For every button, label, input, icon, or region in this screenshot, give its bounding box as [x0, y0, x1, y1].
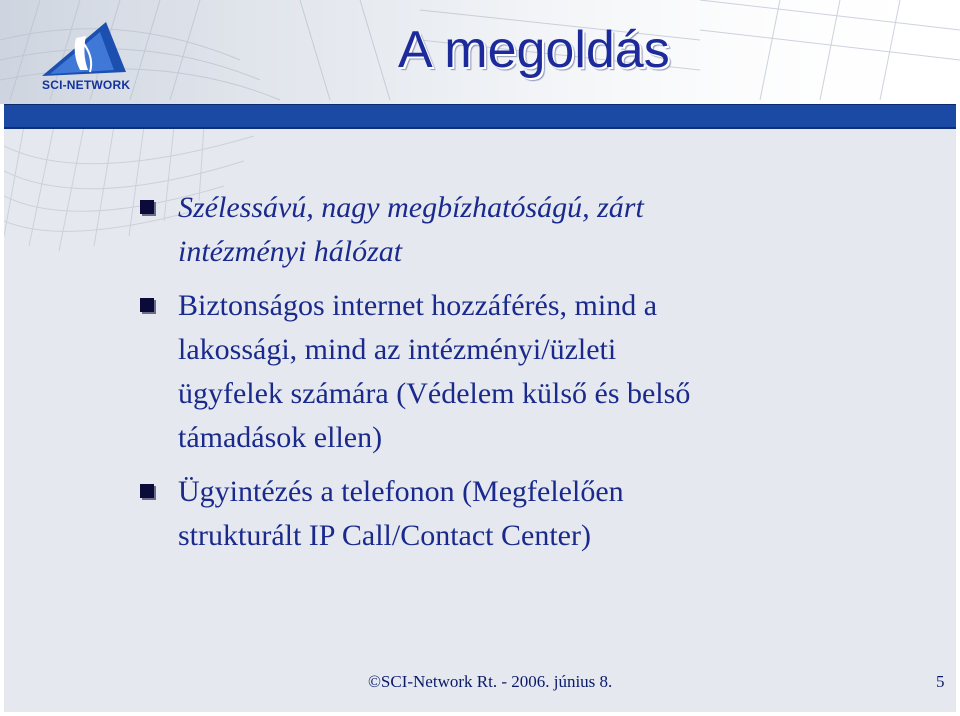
bullet-line: támadások ellen) [178, 421, 383, 454]
square-bullet-icon [140, 200, 154, 214]
title-bar [4, 104, 956, 129]
square-bullet-icon [140, 484, 154, 498]
square-bullet-icon [140, 298, 154, 312]
bullet-line: strukturált IP Call/Contact Center) [178, 519, 591, 552]
bullet-text [178, 470, 926, 558]
page-number: 5 [936, 672, 945, 691]
bullet-line: Ügyintézés a telefonon (Megfelelően [178, 475, 624, 508]
bullet-line: ügyfelek számára (Védelem külső és belső [178, 377, 691, 410]
bullet-line: Szélessávú, nagy megbízhatóságú, zárt [178, 191, 644, 224]
bullet-text [178, 186, 926, 274]
bullet-item [136, 284, 926, 460]
bullet-text [178, 284, 926, 460]
bullet-list [136, 186, 926, 568]
bullet-line: intézményi hálózat [178, 235, 403, 268]
slide-title: A megoldás [398, 21, 670, 79]
bullet-item [136, 470, 926, 558]
logo-text: SCI-NETWORK [42, 78, 131, 92]
bullet-line: lakossági, mind az intézményi/üzleti [178, 333, 617, 366]
bullet-item [136, 186, 926, 274]
bullet-line: Biztonságos internet hozzáférés, mind a [178, 289, 658, 322]
footer-copyright: ©SCI-Network Rt. - 2006. június 8. [368, 672, 613, 691]
